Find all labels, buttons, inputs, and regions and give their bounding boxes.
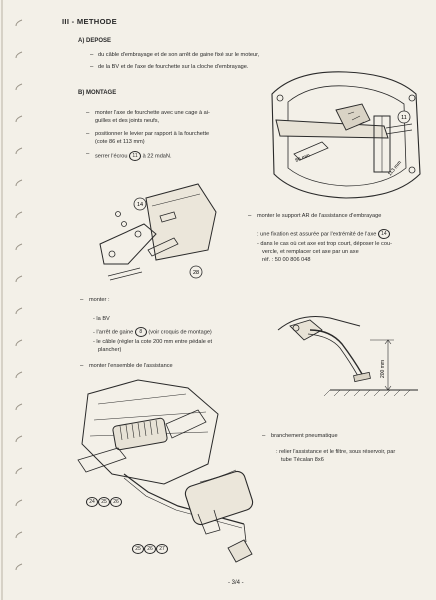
montage-item-2-line-2: (cote 86 et 113 mm) — [95, 139, 145, 145]
montage-item-3-suffix: à 22 mdaN. — [142, 153, 172, 160]
bullet-dash: – — [86, 110, 90, 116]
support-fixation-text: : une fixation est assurée par l'extrémité de l'axe — [257, 231, 377, 238]
support-bracket-illustration — [88, 168, 226, 296]
ref-circle-8: 8 — [135, 327, 147, 337]
montage-item-1-line-1: monter l'axe de fourchette avec une cage à ai- — [95, 110, 210, 116]
montage-item-3 — [95, 151, 172, 161]
support-note-line-2: vercle, et remplacer cet axe par un axe — [262, 249, 359, 255]
support-line-1: monter le support AR de l'assistance d'embrayage — [257, 213, 382, 219]
ref-circle-25b: 25 — [132, 544, 144, 554]
bullet-dash: – — [262, 433, 266, 439]
support-fixation — [257, 229, 390, 239]
ref-circle-25: 25 — [98, 497, 110, 507]
montage-heading: B) MONTAGE — [78, 90, 117, 96]
monter-ensemble: monter l'ensemble de l'assistance — [89, 363, 173, 369]
ref-circle-24: 24 — [86, 497, 98, 507]
pneu-sub-line-2: tube Técalan 8x6 — [281, 457, 324, 463]
ref-circle-14: 14 — [378, 229, 390, 239]
ref-circle-11: 11 — [129, 151, 141, 161]
ref-label-14: 14 — [136, 202, 144, 208]
monter-arret-prefix: - l'arrêt de gaine — [93, 329, 134, 336]
montage-item-1-line-2: guilles et des joints neufs, — [95, 118, 160, 124]
depose-item-2: de la BV et de l'axe de fourchette sur la cloche d'embrayage. — [98, 64, 249, 70]
bullet-dash: – — [90, 64, 94, 70]
support-reference: réf. : 50 00 806 048 — [262, 257, 311, 263]
ref-circle-26b: 26 — [144, 544, 156, 554]
bullet-dash: – — [90, 52, 94, 58]
ref-circle-26: 26 — [110, 497, 122, 507]
ref-group-25-26-27 — [132, 544, 168, 554]
montage-item-2-line-1: positionner le levier par rapport à la fourchette — [95, 131, 210, 137]
monter-arret-gaine — [93, 327, 212, 337]
montage-item-3-prefix: serrer l'écrou — [95, 153, 128, 160]
ref-group-24-25-26 — [86, 497, 122, 507]
pneu-line-1: branchement pneumatique — [271, 433, 338, 439]
bullet-dash: – — [86, 151, 90, 157]
bullet-dash: – — [248, 213, 252, 219]
binder-edge — [0, 0, 30, 600]
dimension-113-mm: 113 mm — [386, 159, 403, 178]
ref-label-11: 11 — [401, 115, 407, 121]
monter-bv: - la BV — [93, 316, 110, 322]
depose-item-1: du câble d'embrayage et de son arrêt de gaine fixé sur le moteur, — [98, 52, 260, 58]
monter-label: monter : — [89, 297, 110, 303]
monter-cable-line-1: - le câble (régler la cote 200 mm entre pédale et — [93, 339, 213, 345]
ref-label-28: 28 — [192, 270, 200, 276]
pneu-sub-line-1: : relier l'assistance et le filtre, sous réservoir, par — [276, 449, 396, 455]
assistance-assembly-illustration — [68, 374, 268, 570]
monter-arret-suffix: (voir croquis de montage) — [148, 329, 212, 336]
dimension-200-mm: 200 mm — [380, 359, 386, 378]
section-title: III - METHODE — [62, 17, 117, 26]
page-number: - 3/4 - — [228, 580, 244, 586]
bell-housing-illustration — [266, 64, 426, 204]
bullet-dash: – — [80, 363, 84, 369]
dimension-86-mm: 86 mm — [294, 152, 311, 164]
bullet-dash: – — [86, 131, 90, 137]
support-note-line-1: - dans le cas où cet axe est trop court, déposer le cou- — [257, 241, 392, 247]
monter-cable-line-2: plancher) — [98, 347, 122, 353]
ref-circle-27: 27 — [156, 544, 168, 554]
bullet-dash: – — [80, 297, 84, 303]
pedal-illustration — [270, 300, 420, 400]
depose-heading: A) DEPOSE — [78, 38, 112, 44]
